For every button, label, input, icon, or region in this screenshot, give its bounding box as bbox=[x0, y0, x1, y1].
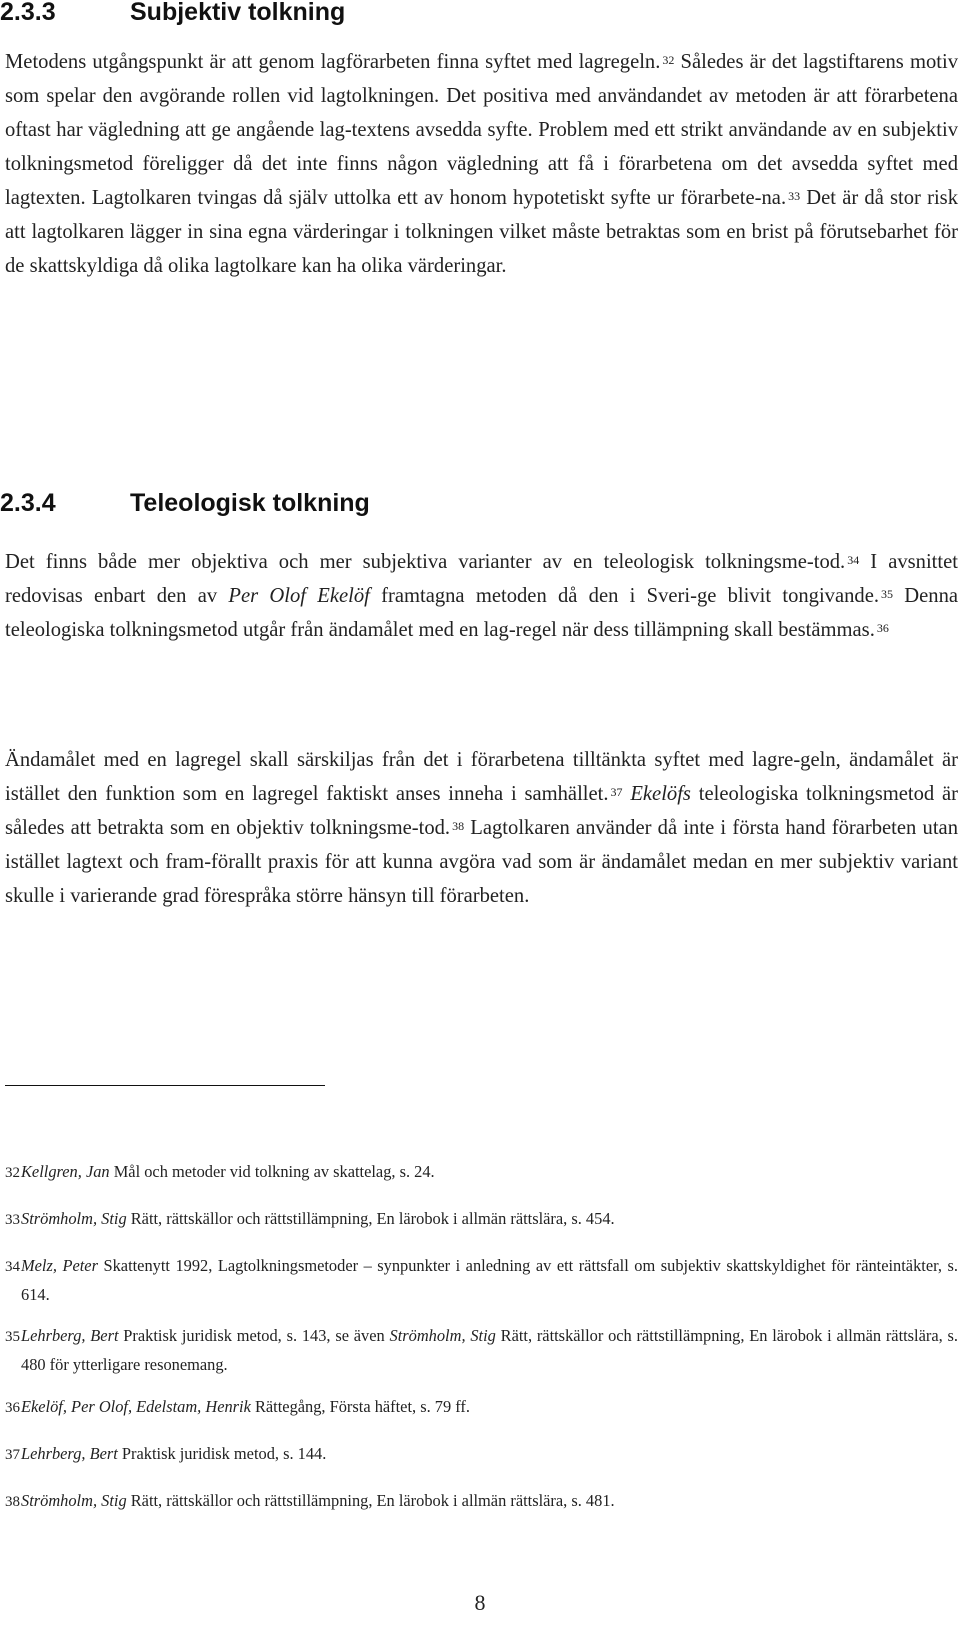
section-number: 2.3.3 bbox=[0, 0, 56, 26]
footnote-text: Mål och metoder vid tolkning av skattelag, s. 24. bbox=[109, 1162, 435, 1181]
text-run: Lagtolkaren använder då inte i första hand förarbeten utan istället lagtext och fram-förallt praxis för att kunna avgöra vad som är ändamålet medan en mer subjektiv variant skulle i varierande grad förespråka större hänsyn till förarbeten. bbox=[5, 817, 958, 907]
footnote-text: Skattenytt 1992, Lagtolkningsmetoder – synpunkter i anledning av ett rättsfall om subjektiv skattskyldighet för ränteintäkter, s. 614. bbox=[21, 1256, 958, 1304]
text-run: Ändamålet med en lagregel skall särskiljas från det i förarbetena tilltänkta syftet med lagre-geln, ändamålet är istället den funktion som en lagregel faktiskt anses inneha i samhället. bbox=[5, 749, 958, 805]
footnote-ref[interactable]: 38 bbox=[452, 819, 465, 833]
text-run: Det finns både mer objektiva och mer subjektiva varianter av en teleologisk tolkningsme-tod. bbox=[5, 551, 846, 573]
footnote-33 bbox=[5, 1205, 958, 1234]
text-run: Denna teleologiska tolkningsmetod utgår från ändamålet med en lag-regel när dess tillämpning skall bestämmas. bbox=[5, 585, 959, 641]
footnote-text: Praktisk juridisk metod, s. 143, se även bbox=[118, 1326, 390, 1345]
paragraph-teleologisk-2 bbox=[5, 743, 958, 913]
footnote-author: Kellgren, Jan bbox=[21, 1162, 110, 1181]
footnote-author: Melz, Peter bbox=[21, 1256, 98, 1275]
footnote-35 bbox=[5, 1322, 958, 1378]
text-run: I avsnittet redovisas enbart den av bbox=[5, 551, 958, 607]
footnote-ref[interactable]: 37 bbox=[610, 785, 623, 799]
text-run: teleologiska tolkningsmetod är således att betrakta som en objektiv tolkningsme-tod. bbox=[5, 783, 958, 839]
footnote-ref[interactable]: 34 bbox=[847, 553, 860, 567]
footnote-text: Rätt, rättskällor och rättstillämpning, En lärobok i allmän rättslära, s. 454. bbox=[126, 1209, 615, 1228]
footnote-number: 35 bbox=[5, 1329, 20, 1345]
footnote-text: Praktisk juridisk metod, s. 144. bbox=[117, 1444, 327, 1463]
section-title: Teleologisk tolkning bbox=[130, 489, 370, 517]
footnote-author: Strömholm, Stig bbox=[21, 1491, 127, 1510]
author-name: Per Olof Ekelöf bbox=[228, 585, 370, 607]
section-number: 2.3.4 bbox=[0, 489, 56, 517]
footnote-37 bbox=[5, 1440, 958, 1469]
footnote-author: Lehrberg, Bert bbox=[21, 1444, 118, 1463]
section-heading-2-3-3 bbox=[0, 0, 345, 26]
footnote-text: Rättegång, Första häftet, s. 79 ff. bbox=[250, 1397, 470, 1416]
footnote-number: 37 bbox=[5, 1447, 20, 1463]
footnote-number: 34 bbox=[5, 1259, 20, 1275]
footnote-text: Rätt, rättskällor och rättstillämpning, En lärobok i allmän rättslära, s. 481. bbox=[126, 1491, 615, 1510]
footnote-36 bbox=[5, 1393, 958, 1422]
page-number: 8 bbox=[474, 1590, 486, 1615]
author-name: Ekelöfs bbox=[630, 783, 691, 805]
footnote-number: 33 bbox=[5, 1212, 20, 1228]
text-run: Det är då stor risk att lagtolkaren lägger in sina egna värderingar i tolkningen vilket måste betraktas som en brist på förutsebarhet för de skattskyldiga då olika lagtolkare kan ha olika värderingar. bbox=[5, 187, 958, 277]
text-run: Metodens utgångspunkt är att genom lagförarbeten finna syftet med lagregeln. bbox=[5, 51, 661, 73]
section-heading-2-3-4 bbox=[0, 489, 370, 517]
footnote-author: Lehrberg, Bert bbox=[21, 1326, 119, 1345]
footnote-34 bbox=[5, 1252, 958, 1308]
paragraph-teleologisk-1 bbox=[5, 545, 958, 647]
text-run: framtagna metoden då den i Sveri-ge blivit tongivande. bbox=[369, 585, 880, 607]
footnote-author: Ekelöf, Per Olof, Edelstam, Henrik bbox=[21, 1397, 251, 1416]
footnote-number: 32 bbox=[5, 1165, 20, 1181]
footnote-text: Rätt, rättskällor och rättstillämpning, En lärobok i allmän rättslära, s. 480 för ytterligare resonemang. bbox=[21, 1326, 958, 1374]
footnote-ref[interactable]: 33 bbox=[788, 189, 801, 203]
footnote-author: Strömholm, Stig bbox=[21, 1209, 127, 1228]
section-title: Subjektiv tolkning bbox=[130, 0, 346, 26]
footnote-ref[interactable]: 32 bbox=[662, 53, 675, 67]
footnote-number: 38 bbox=[5, 1494, 20, 1510]
footnote-ref[interactable]: 36 bbox=[876, 621, 889, 635]
footnote-separator bbox=[5, 1085, 325, 1086]
footnote-author: Strömholm, Stig bbox=[389, 1326, 496, 1345]
footnote-number: 36 bbox=[5, 1400, 20, 1416]
paragraph-subjektiv bbox=[5, 45, 958, 283]
footnote-ref[interactable]: 35 bbox=[881, 587, 894, 601]
footnote-38 bbox=[5, 1487, 958, 1516]
footnote-32 bbox=[5, 1158, 958, 1187]
text-run: Således är det lagstiftarens motiv som spelar den avgörande rollen vid lagtolkningen. Det positiva med användandet av metoden är att förarbetena oftast har vägledning att ge angående lag-textens avsedda syfte. Problem med ett strikt användande av en subjektiv tolkningsmetod föreligger då det inte finns någon vägledning att få i förarbetena om det avsedda syftet med lagtexten. Lagtolkaren tvingas då själv uttolka ett av honom hypotetiskt syfte ur förarbete-na. bbox=[5, 51, 958, 209]
